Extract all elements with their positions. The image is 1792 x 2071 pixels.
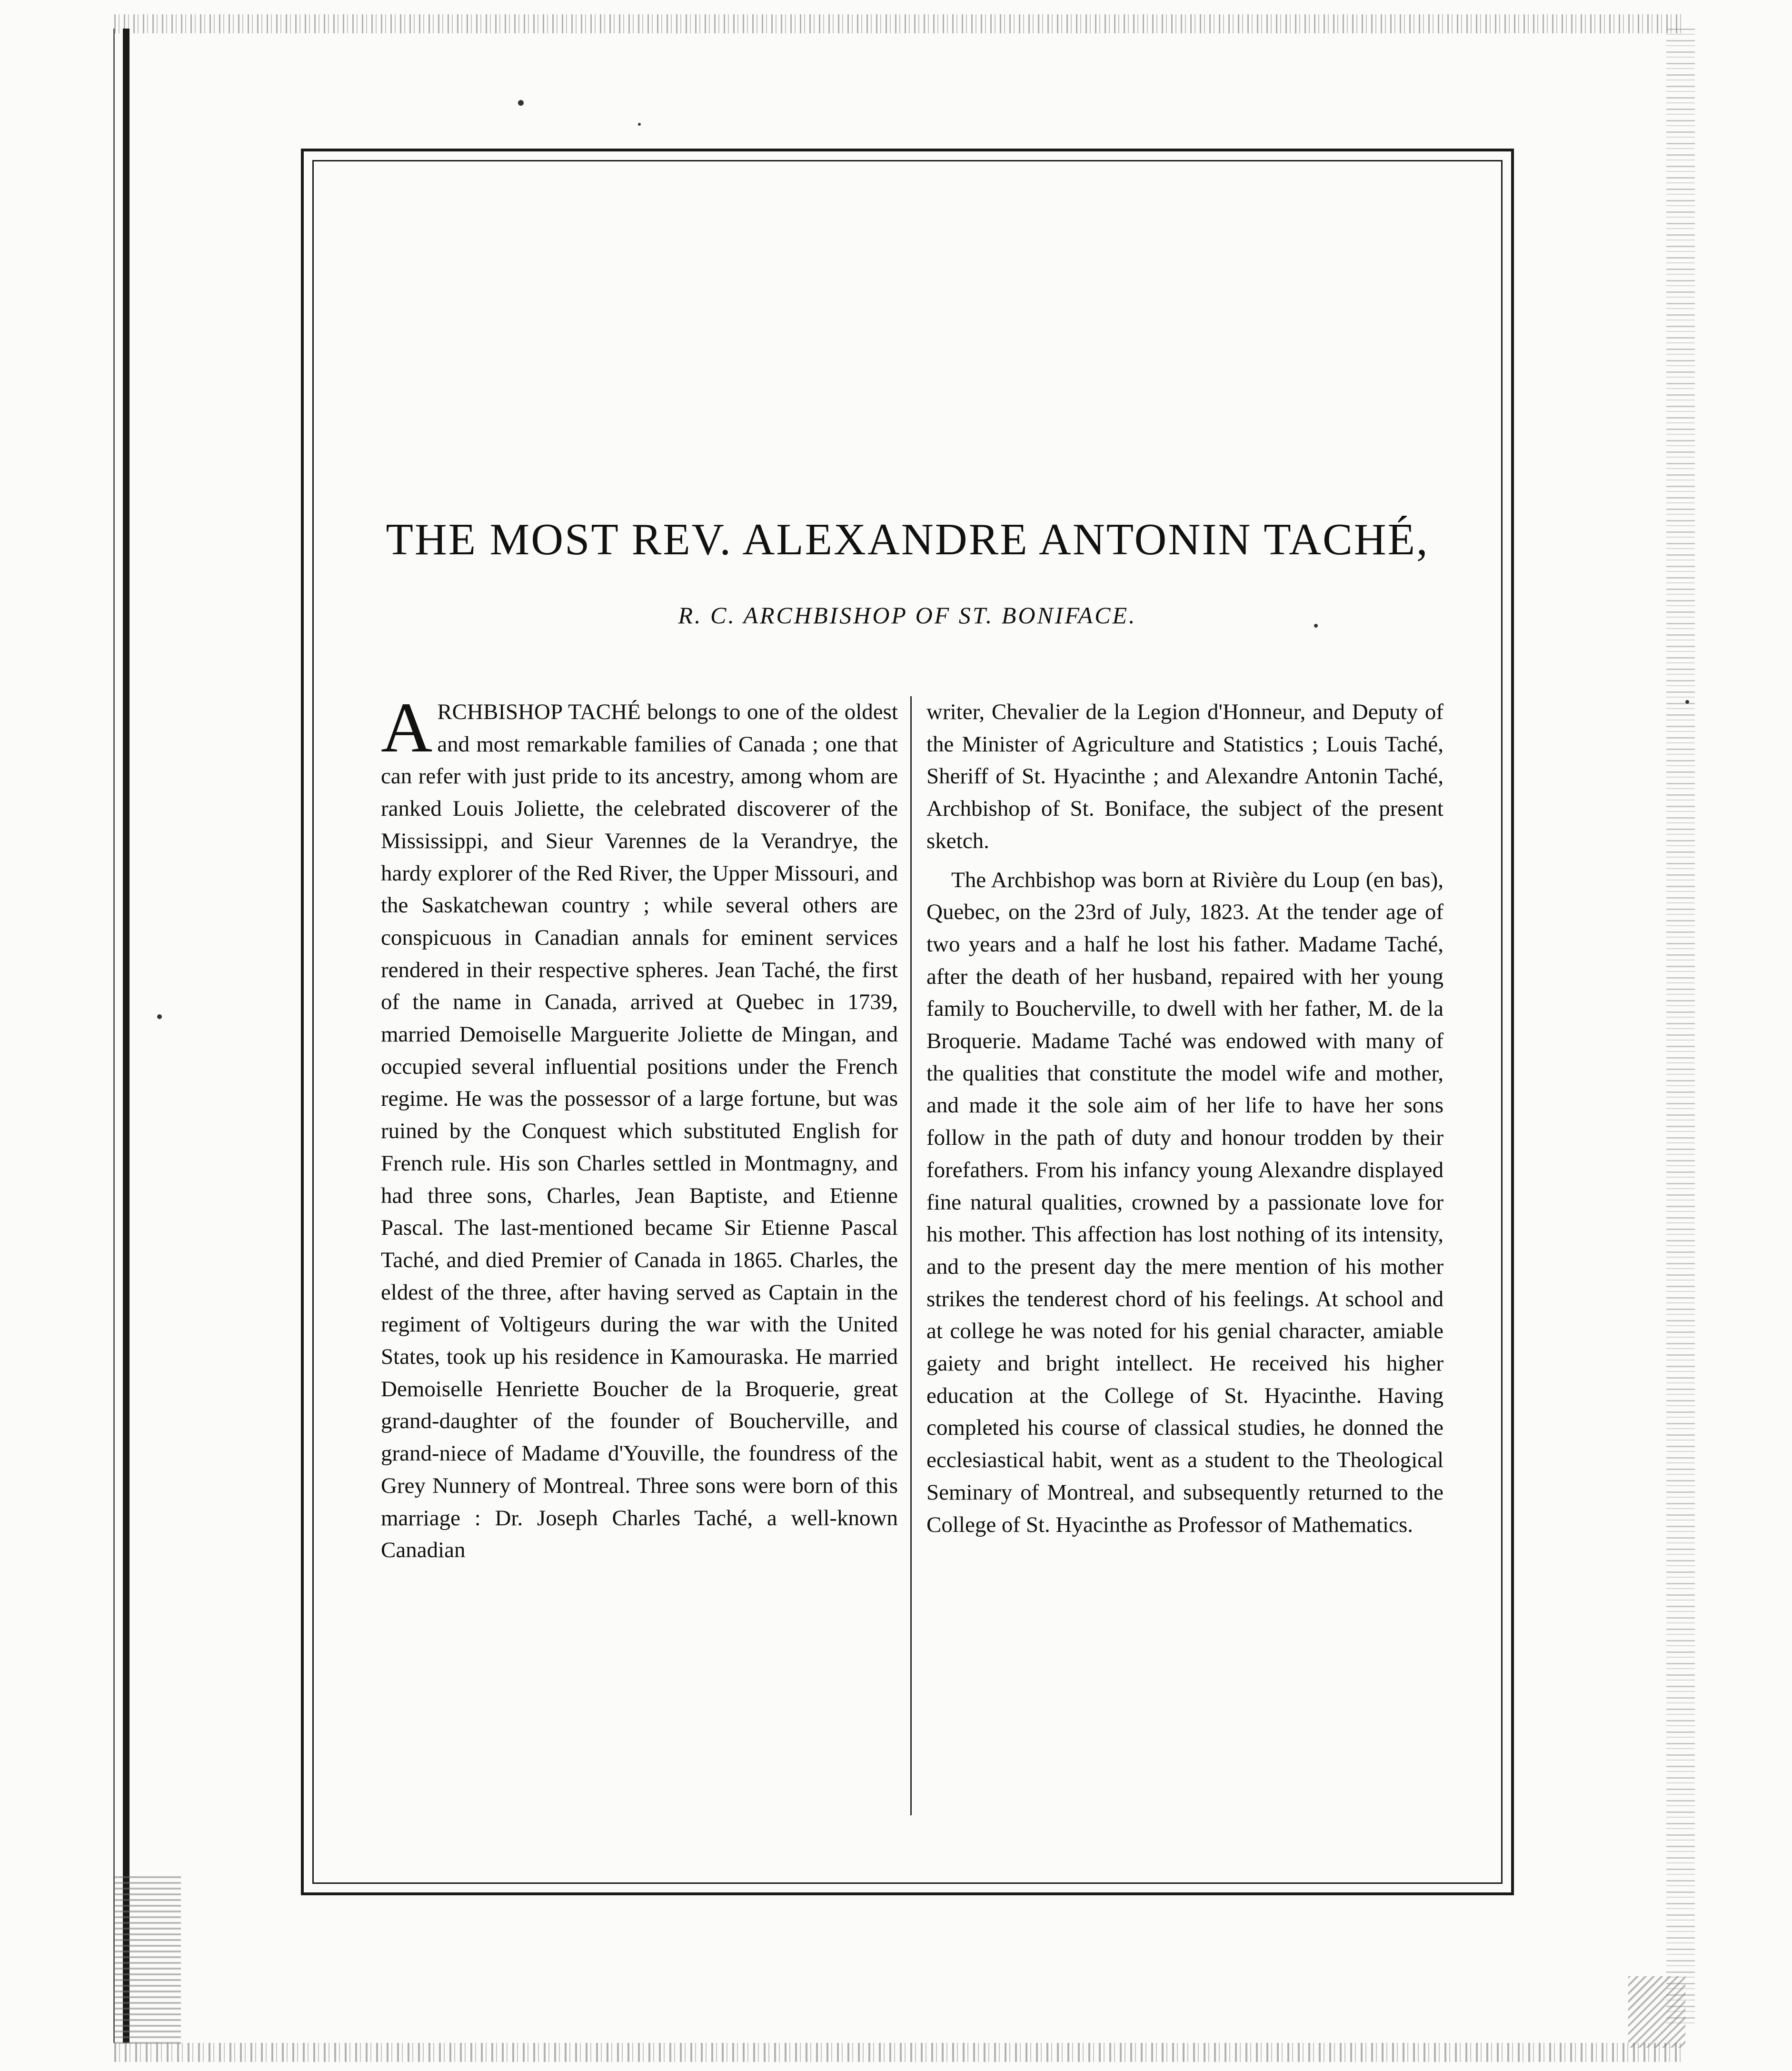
left-column-paragraph <box>381 688 898 1567</box>
left-column-text: RCHBISHOP TACHÉ belongs to one of the oldest and most remarkable families of Canada ; one that can refer with just pride to its ancestry, among whom are ranked Louis Joliette, the celebrated discoverer of the Mississippi, and Sieur Varennes de la Verandrye, the hardy explorer of the Red River, the Upper Missouri, and the Saskatchewan country ; while several others are conspicuous in Canadian annals for eminent services rendered in their respective spheres. Jean Taché, the first of the name in Canada, arrived at Quebec in 1739, married Demoiselle Marguerite Joliette de Mingan, and occupied several influential positions under the French regime. He was the possessor of a large fortune, but was ruined by the Conquest which substituted English for French rule. His son Charles settled in Montmagny, and had three sons, Charles, Jean Baptiste, and Etienne Pascal. The last-mentioned became Sir Etienne Pascal Taché, and died Premier of Canada in 1865. Charles, the eldest of the three, after having served as Captain in the regiment of Voltigeurs during the war with the United States, took up his residence in Kamouraska. He married Demoiselle Henriette Boucher de la Broquerie, great grand-daughter of the founder of Boucherville, and grand-niece of Madame d'Youville, the foundress of the Grey Nunnery of Montreal. Three sons were born of this marriage : Dr. Joseph Charles Taché, a well-known Canadian <box>381 700 898 1563</box>
page-edge-top <box>114 14 1685 33</box>
column-divider <box>910 696 912 1815</box>
scan-speck <box>518 100 524 106</box>
drop-cap: A <box>381 688 433 767</box>
binding-edge-line <box>113 29 115 2043</box>
right-column-paragraph-1: writer, Chevalier de la Legion d'Honneur, and Deputy of the Minister of Agriculture and Statistics ; Louis Taché, Sheriff of St. Hyacinthe ; and Alexandre Antonin Taché, Archbishop of St. Boniface, the subject of the present sketch. <box>926 700 1444 853</box>
binding-spine <box>123 29 129 2043</box>
right-column-paragraph-2: The Archbishop was born at Rivière du Loup (en bas), Quebec, on the 23rd of July, 1823. At the tender age of two years and a half he lost his father. Madame Taché, after the death of her husband, repaired with her young family to Boucherville, to dwell with her father, M. de la Broquerie. Madame Taché was endowed with many of the qualities that constitute the model wife and mother, and made it the sole aim of her life to have her sons follow in the path of duty and honour trodden by their forefathers. From his infancy young Alexandre displayed fine natural qualities, crowned by a passionate love for his mother. This affection has lost nothing of its intensity, and to the present day the mere mention of his mother strikes the tenderest chord of his feelings. At school and at college he was noted for his genial character, amiable gaiety and bright intellect. He received his higher education at the College of St. Hyacinthe. Having completed his course of classical studies, he donned the ecclesiastical habit, went as a student to the Theological Seminary of Montreal, and subsequently returned to the College of St. Hyacinthe as Professor of Mathematics. <box>926 867 1444 1537</box>
right-text-column <box>926 696 1444 1541</box>
scan-speck <box>157 1014 162 1019</box>
scan-noise-bottom-right <box>1628 1976 1685 2048</box>
left-text-column <box>381 688 898 1567</box>
scan-noise-bottom-left <box>114 1876 181 2048</box>
page-edge-right <box>1666 29 1695 2029</box>
scan-speck <box>1685 700 1689 704</box>
article-title: THE MOST REV. ALEXANDRE ANTONIN TACHÉ, <box>386 515 1429 564</box>
scan-speck <box>638 123 641 126</box>
article-subtitle: R. C. ARCHBISHOP OF ST. BONIFACE. <box>678 602 1137 629</box>
page-edge-bottom <box>114 2043 1685 2062</box>
